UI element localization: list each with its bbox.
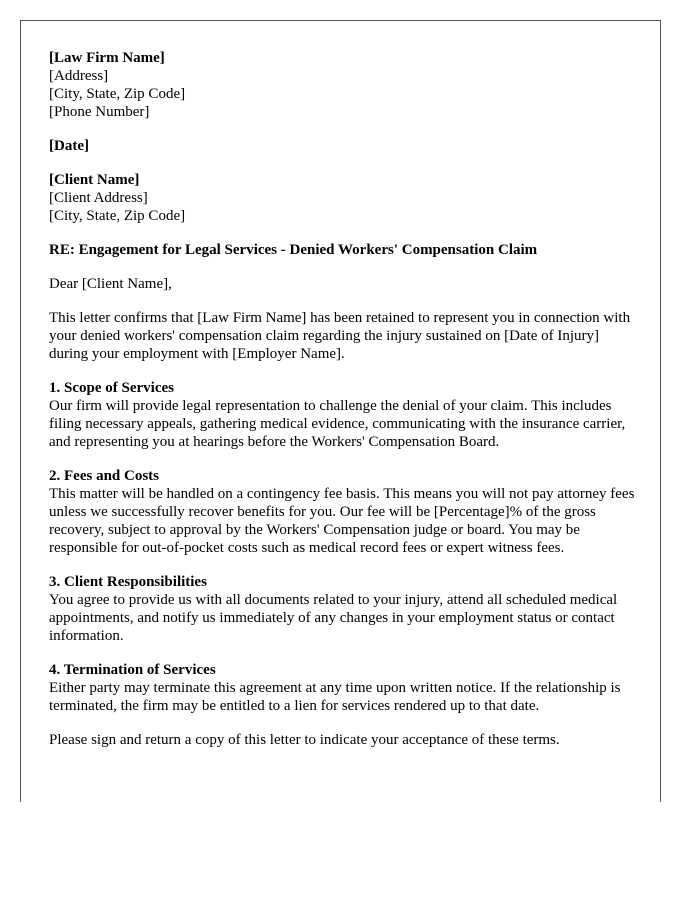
section-title: 2. Fees and Costs [49,468,160,484]
section-title: 4. Termination of Services [49,662,216,678]
section-title: 1. Scope of Services [49,380,174,396]
section-title: 3. Client Responsibilities [49,574,207,590]
firm-header [49,49,639,121]
client-block [49,171,639,225]
firm-city-state-zip: [City, State, Zip Code] [49,86,186,102]
section-body: Either party may terminate this agreement at any time upon written notice. If the relationship is terminated, the firm may be entitled to a lien for services rendered up to that date. [49,680,621,714]
firm-phone: [Phone Number] [49,104,150,120]
section-body: This matter will be handled on a contingency fee basis. This means you will not pay attorney fees unless we successfully recover benefits for you. Our fee will be [Percentage]% of the gross recovery, subject to approval by the Workers' Compensation judge or board. You may be responsible for out-of-pocket costs such as medical record fees or expert witness fees. [49,486,635,556]
client-address: [Client Address] [49,190,148,206]
date-block [49,137,639,155]
subject-line: RE: Engagement for Legal Services - Denied Workers' Compensation Claim [49,242,538,258]
section-fees [49,467,639,557]
client-city-state-zip: [City, State, Zip Code] [49,208,186,224]
letter-page [20,20,661,802]
section-termination [49,661,639,715]
intro-paragraph: This letter confirms that [Law Firm Name] has been retained to represent you in connection with your denied workers' compensation claim regarding the injury sustained on [Date of Injury] during your employment with [Employer Name]. [49,310,631,362]
section-scope [49,379,639,451]
letter-date: [Date] [49,138,89,154]
closing-paragraph: Please sign and return a copy of this letter to indicate your acceptance of these terms. [49,732,560,748]
firm-name: [Law Firm Name] [49,50,165,66]
client-name: [Client Name] [49,172,140,188]
section-body: You agree to provide us with all documents related to your injury, attend all scheduled medical appointments, and notify us immediately of any changes in your employment status or contact information. [49,592,618,644]
section-client-responsibilities [49,573,639,645]
salutation: Dear [Client Name], [49,276,172,292]
letter-content [49,49,639,765]
section-body: Our firm will provide legal representation to challenge the denial of your claim. This includes filing necessary appeals, gathering medical evidence, communicating with the insurance carrier, and representing you at hearings before the Workers' Compensation Board. [49,398,626,450]
firm-address: [Address] [49,68,109,84]
